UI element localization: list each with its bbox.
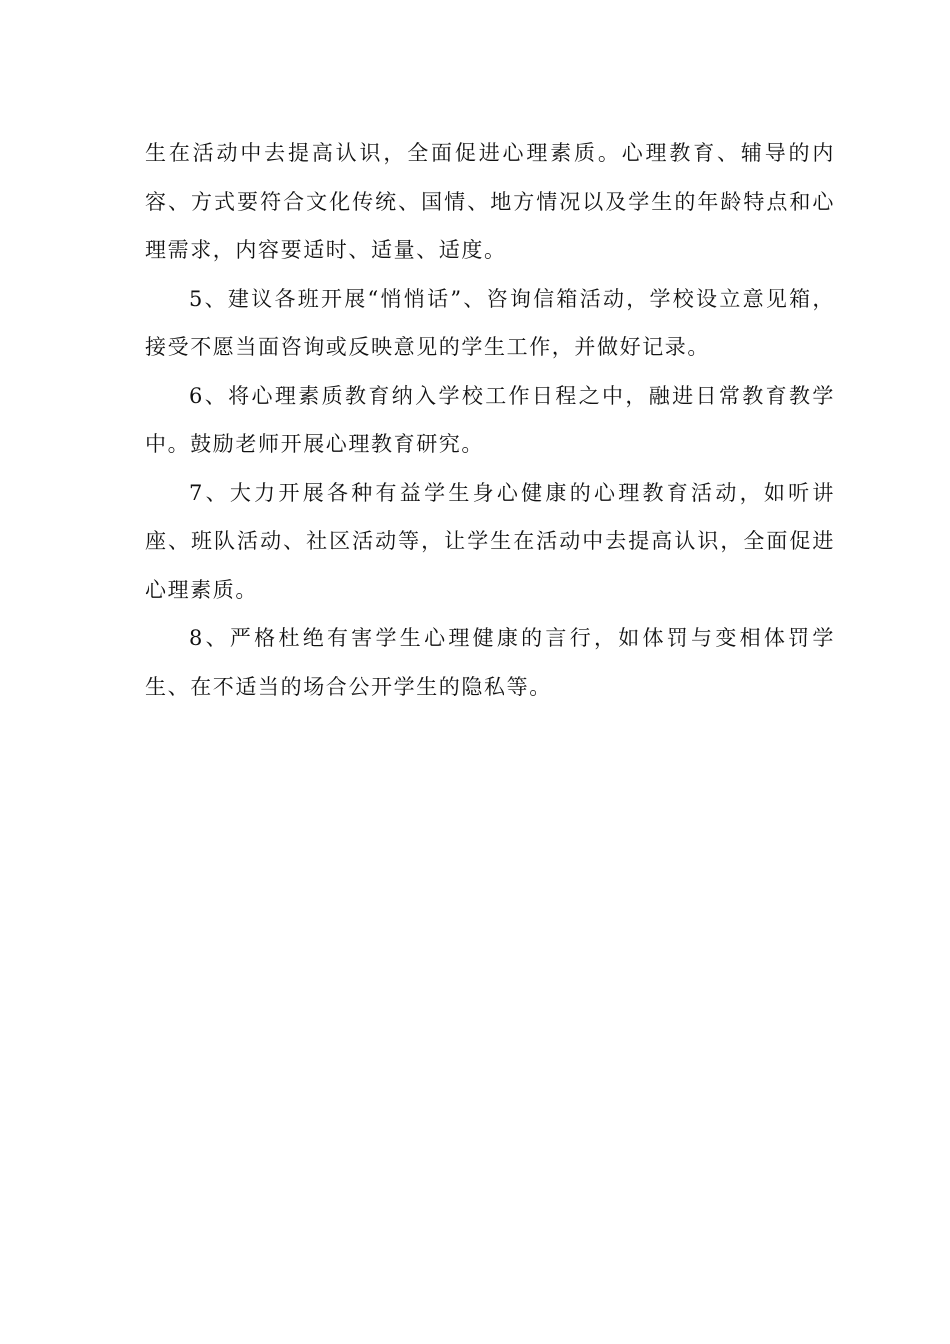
paragraph-item-7: 7、大力开展各种有益学生身心健康的心理教育活动，如听讲座、班队活动、社区活动等，让学生在活动中去提高认识，全面促进心理素质。	[145, 480, 835, 602]
paragraph-item-5: 5、建议各班开展“悄悄话”、咨询信箱活动，学校设立意见箱，接受不愿当面咨询或反映意见的学生工作，并做好记录。	[145, 286, 835, 359]
paragraph-continuation: 生在活动中去提高认识，全面促进心理素质。心理教育、辅导的内容、方式要符合文化传统、国情、地方情况以及学生的年龄特点和心理需求，内容要适时、适量、适度。	[145, 141, 835, 262]
document-body	[145, 129, 835, 711]
paragraph-item-8: 8、严格杜绝有害学生心理健康的言行，如体罚与变相体罚学生、在不适当的场合公开学生的隐私等。	[145, 626, 835, 699]
paragraph-item-6: 6、将心理素质教育纳入学校工作日程之中，融进日常教育教学中。鼓励老师开展心理教育研究。	[145, 383, 835, 456]
